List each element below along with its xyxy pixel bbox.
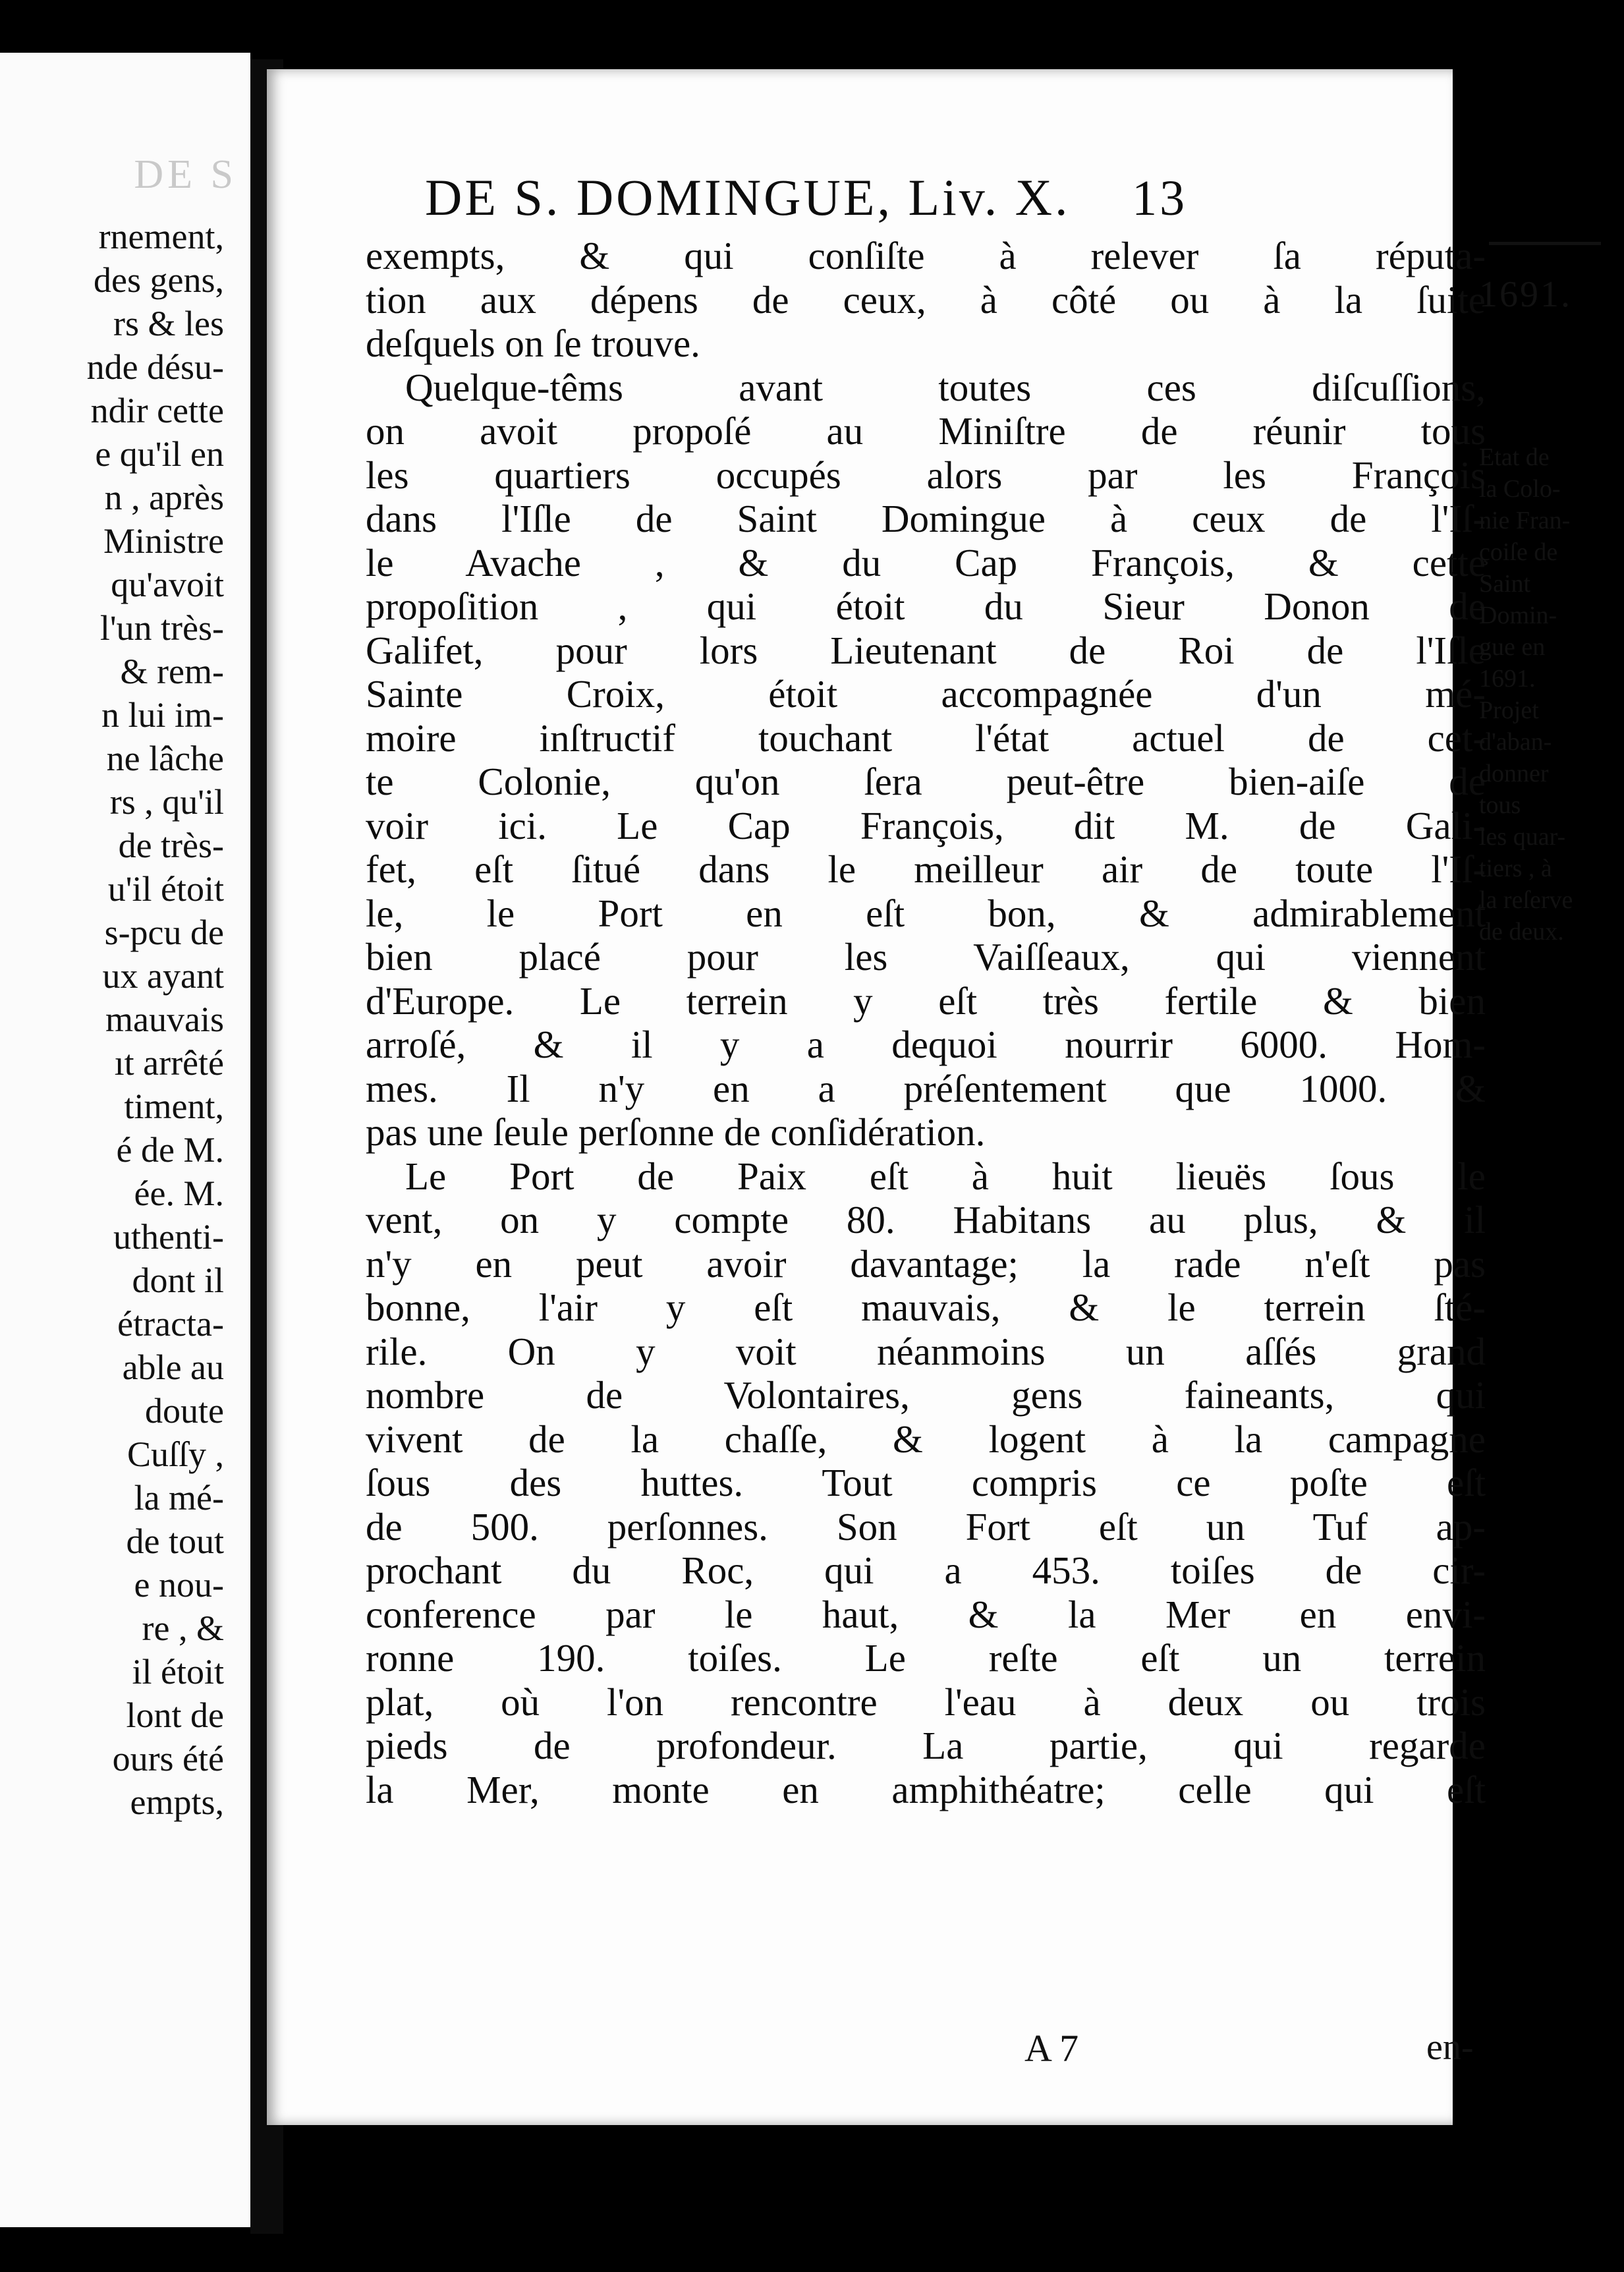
margin-note-line: nie Fran-: [1479, 507, 1571, 534]
text-line: vent, on y compte 80. Habitans au plus, & il: [366, 1198, 1486, 1241]
text-line: ronne 190. toiſes. Le reſte eſt un terrein: [366, 1636, 1486, 1680]
left-line: ne lâche: [106, 739, 224, 778]
left-line: ée. M.: [134, 1174, 224, 1213]
left-line: ours été: [112, 1739, 224, 1778]
text-line: fet, eſt ſitué dans le meilleur air de toute l'Iſ-: [366, 847, 1486, 891]
left-line: able au: [122, 1348, 224, 1387]
margin-note-line: gue en: [1479, 633, 1546, 661]
margin-rule: [1489, 242, 1601, 245]
text-line: rile. On y voit néanmoins un aſſés grand: [366, 1329, 1486, 1373]
left-line: re , &: [142, 1608, 224, 1648]
left-line: n , après: [104, 478, 224, 517]
left-line: & rem-: [120, 652, 224, 691]
margin-note-line: çoiſe de: [1479, 538, 1558, 566]
left-line: ux ayant: [102, 956, 224, 996]
text-line: Galifet, pour lors Lieutenant de Roi de l'Iſle: [366, 628, 1486, 672]
margin-note-line: Domin-: [1479, 602, 1557, 629]
left-line: nde désu-: [86, 347, 224, 387]
text-line: le Avache , & du Cap François, & cette: [366, 540, 1486, 584]
text-line: pas une ſeule perſonne de conſidération.: [366, 1110, 986, 1154]
text-line: te Colonie, qu'on ſera peut-être bien-aiſe de: [366, 760, 1486, 803]
left-line: mauvais: [105, 1000, 224, 1039]
text-line: ſous des huttes. Tout compris ce poſte eſt: [366, 1461, 1486, 1504]
text-line: Sainte Croix, étoit accompagnée d'un mé-: [366, 672, 1486, 716]
text-line: nombre de Volontaires, gens faineants, qui: [366, 1373, 1486, 1417]
left-line: e nou-: [134, 1565, 224, 1605]
text-line: les quartiers occupés alors par les François: [366, 453, 1486, 497]
left-line: Cuſſy ,: [126, 1434, 224, 1474]
left-line: uthenti-: [113, 1217, 224, 1257]
text-line: Quelque-têms avant toutes ces diſcuſſions,: [405, 365, 1486, 409]
text-line: de 500. perſonnes. Son Fort eſt un Tuf ap-: [366, 1504, 1486, 1548]
left-line: ndir cette: [90, 391, 224, 430]
left-line: doute: [145, 1391, 224, 1431]
left-line: é de M.: [116, 1130, 224, 1170]
left-line: dont il: [132, 1261, 224, 1300]
text-line: vivent de la chaſſe, & logent à la campagne: [366, 1417, 1486, 1461]
margin-year: 1691.: [1479, 274, 1572, 315]
text-line: mes. Il n'y en a préſentement que 1000. &: [366, 1066, 1486, 1110]
left-line: la mé-: [134, 1478, 224, 1518]
left-line: rs , qu'il: [109, 782, 224, 822]
left-line: rs & les: [113, 304, 224, 343]
margin-note-line: tiers , à: [1479, 855, 1552, 882]
left-line: Ministre: [103, 521, 224, 561]
text-line: plat, où l'on rencontre l'eau à deux ou trois: [366, 1680, 1486, 1724]
left-line: rnement,: [98, 217, 224, 256]
text-line: propoſition , qui étoit du Sieur Donon de: [366, 584, 1486, 628]
main-page: [267, 69, 1573, 2125]
text-line: Le Port de Paix eſt à huit lieuës ſous le: [405, 1154, 1486, 1198]
left-line: lont de: [126, 1695, 224, 1735]
left-line: ıt arrêté: [114, 1043, 224, 1083]
left-facing-page: [0, 53, 250, 2227]
margin-note-line: 1691.: [1479, 665, 1536, 693]
margin-note-line: de deux.: [1479, 918, 1564, 946]
margin-note-line: tous: [1479, 791, 1521, 819]
text-line: conference par le haut, & la Mer en envi-: [366, 1592, 1486, 1636]
left-line: de tout: [126, 1521, 224, 1561]
left-line: de très-: [118, 826, 224, 865]
text-line: dans l'Iſle de Saint Domingue à ceux de l'Iſ-: [366, 497, 1486, 540]
left-line: des gens,: [94, 260, 224, 300]
left-line: timent,: [124, 1087, 224, 1126]
text-line: bonne, l'air y eſt mauvais, & le terrein ſté-: [366, 1286, 1486, 1329]
left-line: e qu'il en: [95, 434, 224, 474]
text-line: arroſé, & il y a dequoi nourrir 6000. Hom-: [366, 1023, 1486, 1066]
catchword: en-: [1426, 2027, 1474, 2068]
left-line: l'un très-: [99, 608, 224, 648]
left-page-text: [0, 215, 224, 1824]
text-line: tion aux dépens de ceux, à côté ou à la ſuite: [366, 277, 1486, 322]
signature-mark: A 7: [1024, 2027, 1079, 2070]
text-line: la Mer, monte en amphithéatre; celle qui eſt: [366, 1767, 1486, 1811]
text-line: voir ici. Le Cap François, dit M. de Gali-: [366, 803, 1486, 847]
text-line: n'y en peut avoir davantage; la rade n'eſt pas: [366, 1241, 1486, 1286]
text-line: le, le Port en eſt bon, & admirablement: [366, 891, 1486, 935]
left-line: n lui im-: [101, 695, 224, 735]
left-line: u'il étoit: [107, 869, 224, 909]
text-line: on avoit propoſé au Miniſtre de réunir tous: [366, 409, 1486, 453]
page-number: 13: [1132, 171, 1188, 226]
left-line: étracta-: [117, 1304, 224, 1344]
text-line: moire inſtructif touchant l'état actuel de cet-: [366, 716, 1486, 760]
body-text: [366, 234, 1486, 1811]
margin-note-line: la reſerve: [1479, 886, 1573, 914]
margin-note-line: donner: [1479, 760, 1549, 787]
text-line: d'Europe. Le terrein y eſt très fertile & bien: [366, 979, 1486, 1023]
text-line: bien placé pour les Vaiſſeaux, qui viennent: [366, 935, 1486, 979]
text-line: deſquels on ſe trouve.: [366, 322, 700, 365]
left-line: s-pcu de: [104, 913, 224, 952]
running-title: DE S. DOMINGUE, Liv. X.: [425, 169, 1071, 226]
text-line: pieds de profondeur. La partie, qui regarde: [366, 1724, 1486, 1767]
margin-note-line: Saint: [1479, 570, 1531, 598]
margin-note-line: la Colo-: [1479, 475, 1561, 503]
margin-note-line: d'aban-: [1479, 728, 1552, 756]
left-line: qu'avoit: [111, 565, 224, 604]
running-header: [425, 168, 1347, 227]
margin-note-line: les quar-: [1479, 823, 1566, 851]
left-line: il étoit: [132, 1652, 224, 1691]
margin-note-line: Etat de: [1479, 443, 1550, 471]
text-line: prochant du Roc, qui a 453. toiſes de cir-: [366, 1548, 1486, 1592]
margin-note-line: Projet: [1479, 696, 1539, 724]
text-line: exempts, & qui conſiſte à relever ſa réputa-: [366, 234, 1486, 277]
margin-notes: [1479, 441, 1624, 948]
left-page-ghost-heading: DE S: [134, 152, 237, 197]
left-line: empts,: [130, 1782, 224, 1822]
